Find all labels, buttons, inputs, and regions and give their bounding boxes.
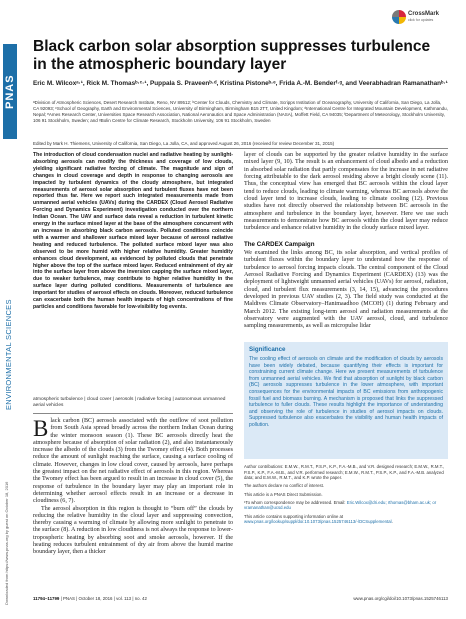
article-title: Black carbon solar absorption suppresses turbulence in the atmospheric boundary layer [33, 38, 431, 73]
abstract-divider [33, 413, 233, 414]
drop-cap: B [33, 416, 49, 441]
supplementary-prefix: This article contains supporting information online at [244, 513, 344, 519]
crossmark-button[interactable] [392, 10, 444, 28]
supplementary-info [244, 514, 448, 525]
page-footer [33, 596, 448, 604]
crossmark-sub: click for updates [408, 18, 434, 22]
intro-paragraph-1 [33, 418, 233, 506]
intro-paragraph-2: The aerosol absorption in this region is thought to “burn off” the clouds by reducing the relative humidity in the cloud layer and suppressing convection, thereby causing a warming of climate by allowing more sunlight to penetrate to the surface (8). A reduction in low cloudiness is not always the response to lower-tropospheric heating by absorbing soot and smoke aerosols, however. If the heating reduces turbulent entrainment of dry air from above the humid marine boundary layer, then a thicker [33, 505, 233, 556]
body-left-column [33, 418, 233, 557]
significance-title: Significance [249, 346, 286, 353]
page-range: 11794–11799 [33, 596, 60, 601]
direct-submission: This article is a PNAS Direct Submission. [244, 491, 323, 497]
supplementary-suffix: . [391, 519, 393, 525]
journal-sidebar [0, 0, 21, 619]
body-right-top: layer of clouds can be supported by the greater relative humidity in the surface mixed layer (9, 10). The result is an enhancement of cloud albedo and a reduction in absorbed solar radiation that partly compensates for the increase in net radiative forcing attributable to the dark aerosol residing above a bright cloudy scene (11). Thus, the conceptual view has emerged that BC aerosols within the cloud layer tend to reduce clouds, leading to climate warming, whereas BC aerosols above the cloud layer tend to increase clouds, leading to climate cooling (12). Previous studies have not directly observed the relationship between BC aerosols in the atmosphere and turbulence in the boundary layer, however. Here we use such measurements to demonstrate how BC aerosols within the cloud layer may reduce turbulence and enhance relative humidity in the cloudy surface mixed layer. [244, 152, 448, 232]
correspondence-email[interactable]: Eric.Wilcox@dri.edu; rthomas@bham.ac.uk; or vramanathan@ucsd.edu [244, 499, 437, 511]
pnas-logo[interactable]: PNAS [3, 44, 17, 139]
significance-text: The cooling effect of aerosols on climate and the modification of clouds by aerosols have been widely debated, because quantifying their effects is important for constraining current climate change. Here we present measurements of turbulence from unmanned aerial vehicles. We find that absorption of sunlight by black carbon (BC) aerosols suppresses turbulence in the lower atmosphere, with important consequences for the environmental impacts of BC emissions from anthropogenic fossil fuel and biomass burning. A mechanism is proposed that links the suppressed turbulence to fuller clouds. These results highlight the importance of understanding and observing the role of turbulence in studies of aerosol impacts on clouds. Suppressed turbulence also exacerbates the visibility and human health impacts of pollution. [249, 356, 443, 428]
footer-date: October 18, 2016 [78, 596, 113, 601]
body-right-mid: We examined the links among BC, its solar absorption, and vertical profiles of turbulent fluxes within the boundary layer to understand how the response of turbulence to aerosol forcing impacts clouds. The central component of the Cloud Aerosol Radiative Forcing and Dynamics Experiment (CARDEX) (13) was the deployment of lightweight unmanned aerial vehicles (UAVs) for aerosol, radiation, cloud, and turbulent flux measurements (3, 14, 15), advancing the procedures developed in previous UAV studies (2, 3). The field study was conducted at the Maldives Climate Observatory–Hanimaadhoo (MCOH) (1) during February and March 2012. The existing long-term aerosol and radiation measurements at the observatory were augmented with the UAV aerosol, cloud, and turbulence sampling measurements, as well as micropulse lidar [244, 250, 448, 330]
section-label: ENVIRONMENTAL SCIENCES [4, 299, 13, 410]
author-contributions: Author contributions: E.M.W., R.M.T., P.S.P., K.P., F.A.-M.B., and V.R. designed research; E.M.W., R.M.T., P.S.P., K.P., F.A.-M.B., and V.R. performed research; E.M.W., R.M.T., P.S.P., K.P., and F.A.-M.B. analyzed data; and E.M.W., R.M.T., and K.P. wrote the paper. [244, 464, 445, 481]
edited-by: Edited by Mark H. Thiemens, University of California, San Diego, La Jolla, CA, and approved August 26, 2016 (received for review December 31, 2015) [33, 141, 335, 146]
crossmark-icon [392, 10, 406, 24]
section-heading-cardex: The CARDEX Campaign [244, 241, 315, 248]
footnotes [244, 464, 448, 527]
intro-text-1: lack carbon (BC) aerosols associated with the outflow of soot pollution from South Asia spread broadly across the northern Indian Ocean during the winter monsoon season (1). These BC aerosols directly heat the atmosphere because of absorption of solar radiation (2), and also instantaneously increase the albedo of the clouds (3) from the Twomey effect (4). Both processes reduce the amount of sunlight reaching the surface, causing a surface cooling of climate. However, changes in low cloud cover, caused by aerosols, have perhaps the greatest impact on the net radiative effect of aerosols in this region. Whereas the Twomey effect has been argued to result in an increase in cloud cover (5), the response of turbulence in the boundary layer may play an important role in determining whether aerosol effects result in an increase or a decrease in cloudiness (6, 7). [33, 418, 233, 505]
footer-volume: vol. 113 [116, 596, 132, 601]
header-divider [33, 148, 448, 149]
crossmark-label: CrossMark [408, 11, 440, 17]
affiliations: ᵃDivision of Atmospheric Sciences, Desert Research Institute, Reno, NV 89512; ᵇCenter for Clouds, Chemistry and Climate, Scripps Institution of Oceanography, University of California, San Diego, La Jolla, CA 92093; ᶜSchool of Geography, Earth and Environmental Sciences, University of Birmingham, Birmingham B15 2TT, United Kingdom; ᵈInternational Centre for Integrated Mountain Development, Kathmandu, Nepal; ᵉAmes Research Center, Universities Space Research Association, National Aeronautics and Space Administration (NASA), Moffett Field, CA 94035; ᶠDepartment of Meteorology, Stockholm University, 106 91 Stockholm, Sweden; and ᵍBolin Centre for Climate Research, Stockholm University, 106 91 Stockholm, Sweden [33, 100, 448, 123]
supplementary-link[interactable]: www.pnas.org/lookup/suppl/doi:10.1073/pnas.1525746113/-/DCSupplemental [244, 519, 392, 525]
abstract: The introduction of cloud condensation nuclei and radiative heating by sunlight-absorbing aerosols can modify the thickness and coverage of low clouds, yielding significant radiative forcing of climate. The magnitude and sign of changes in cloud coverage and depth in response to changing aerosols are impacted by turbulent dynamics of the cloudy atmosphere, but integrated measurements of aerosol solar absorption and turbulent fluxes have not been reported thus far. Here we report such integrated measurements made from unmanned aerial vehicles (UAVs) during the CARDEX (Cloud Aerosol Radiative Forcing and Dynamics Experiment) investigation conducted over the northern Indian Ocean. The UAV and surface data reveal a reduction in turbulent kinetic energy in the surface mixed layer at the base of the atmosphere concurrent with an increase in absorbing black carbon aerosols. Polluted conditions coincide with a warmer and shallower surface mixed layer because of aerosol radiative heating and reduced turbulence. The polluted surface mixed layer was also observed to be more humid with higher relative humidity. Greater humidity enhances cloud development, as evidenced by polluted clouds that penetrate higher above the top of the surface mixed layer. Reduced entrainment of dry air into the surface layer from above the inversion capping the surface mixed layer, due to weaker turbulence, may contribute to higher relative humidity in the surface layer during polluted conditions. Measurements of turbulence are important for studies of aerosol effects on clouds. Moreover, reduced turbulence can exacerbate both the human health impacts of high concentrations of fine particles and conditions favorable for low-visibility fog events. [33, 152, 233, 310]
footer-journal: PNAS [62, 596, 75, 601]
keywords: atmospheric turbulence | cloud cover | aerosols | radiative forcing | autonomous unmanned aerial vehicles [33, 397, 226, 409]
footer-doi-link[interactable]: www.pnas.org/cgi/doi/10.1073/pnas.1525746113 [353, 596, 448, 601]
author-list: Eric M. Wilcoxᵃ·¹, Rick M. Thomasᵇ·ᶜ·¹, Puppala S. Praveenᵇ·ᵈ, Kristina Pistoneᵇ·ᵉ, Frida A.-M. Benderᶠ·ᵍ, and Veerabhadran Ramanathanᵇ·¹ [33, 80, 448, 87]
footer-issue: no. 42 [134, 596, 147, 601]
correspondence-prefix: ¹To whom correspondence may be addressed. Email: [244, 499, 347, 505]
conflict-statement: The authors declare no conflict of interest. [244, 483, 325, 489]
download-note: Downloaded from https://www.pnas.org by guest on October 18, 2016 [4, 481, 9, 605]
significance-box [244, 342, 448, 459]
footer-citation: 11794–11799 | PNAS | October 18, 2016 | vol. 113 | no. 42 [33, 596, 147, 601]
correspondence [244, 500, 448, 511]
